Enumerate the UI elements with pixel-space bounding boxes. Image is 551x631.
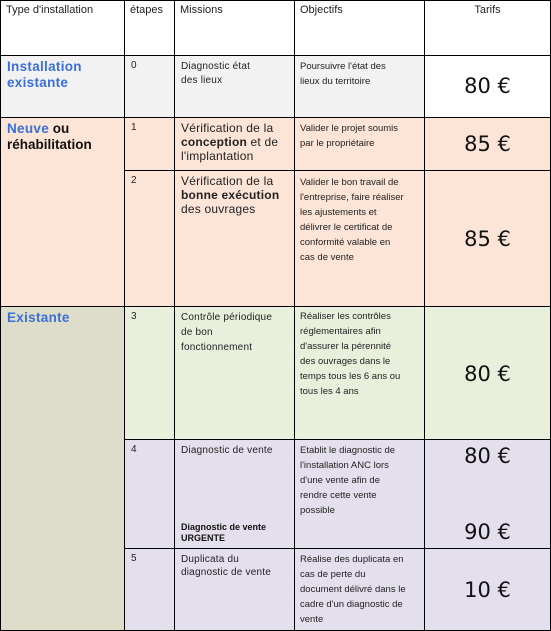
header-steps-label: étapes [130, 4, 164, 16]
objective-line: les ajustements et [300, 207, 377, 218]
price-cell [424, 55, 551, 118]
price-cell [424, 117, 551, 171]
mission-line: des lieux [181, 75, 223, 86]
mission-line: Vérification de la [181, 121, 274, 135]
objective-line: Réalise des duplicata en [300, 554, 404, 565]
step-number: 4 [131, 444, 137, 455]
header-missions-label: Missions [180, 4, 223, 16]
price-value: 80 € [464, 362, 511, 386]
objective-line: des ouvrages dans le [300, 356, 391, 367]
mission-cell [174, 55, 295, 118]
mission-cell [174, 548, 295, 631]
objective-line: d'une vente afin de [300, 475, 380, 486]
step-number: 0 [131, 60, 137, 71]
objective-line: lieux du territoire [300, 76, 371, 87]
objective-cell [294, 55, 425, 118]
urgent-mission-line: Diagnostic de vente [181, 522, 267, 532]
price-cell [424, 439, 551, 549]
type-new-word1: Neuve [7, 121, 50, 136]
objective-line: par le propriétaire [300, 138, 375, 149]
objective-line: possible [300, 505, 335, 516]
type-new [0, 117, 125, 307]
objective-line: rendre cette vente [300, 490, 377, 501]
step-number: 1 [131, 122, 137, 133]
objective-line: cadre d'un diagnostic de [300, 599, 403, 610]
header-objectives-label: Objectifs [300, 4, 343, 16]
objective-line: Poursuivre l'état des [300, 61, 386, 72]
type-existing-label: Existante [7, 310, 70, 325]
price-value: 85 € [464, 227, 511, 251]
step-cell [124, 439, 175, 549]
step-cell [124, 55, 175, 118]
price-cell [424, 170, 551, 307]
mission-line: diagnostic de vente [181, 567, 271, 578]
step-cell [124, 306, 175, 440]
objective-line: d'assurer la pérennité [300, 341, 392, 352]
objective-line: Réaliser les contrôles [300, 311, 391, 322]
header-type [0, 0, 125, 56]
type-existing [0, 306, 125, 631]
step-cell [124, 548, 175, 631]
mission-line: Duplicata du [181, 554, 239, 565]
objective-line: cas de perte du [300, 569, 366, 580]
header-type-label: Type d'installation [6, 4, 94, 16]
price-cell [424, 306, 551, 440]
objective-cell [294, 306, 425, 440]
mission-line: Vérification de la [181, 174, 274, 188]
objective-line: l'installation ANC lors [300, 460, 389, 471]
objective-line: réglementaires afin [300, 326, 381, 337]
step-cell [124, 117, 175, 171]
price-value: 10 € [464, 578, 511, 602]
mission-cell [174, 117, 295, 171]
objective-line: tous les 4 ans [300, 386, 359, 397]
type-new-word2: ou [52, 121, 70, 136]
step-cell [124, 170, 175, 307]
mission-cell [174, 439, 295, 549]
mission-line-rest: et de [247, 135, 279, 149]
type-existing-install-line2: existante [7, 75, 69, 90]
type-existing-install-line1: Installation [7, 59, 82, 74]
header-missions [174, 0, 295, 56]
mission-bold-word: bonne exécution [181, 188, 280, 202]
mission-line: fonctionnement [181, 342, 253, 353]
objective-line: Valider le bon travail de [300, 177, 399, 188]
objective-cell [294, 170, 425, 307]
price-urgent-value: 90 € [464, 520, 511, 544]
objective-line: vente [300, 614, 324, 625]
header-steps [124, 0, 175, 56]
type-existing-install [0, 55, 125, 118]
objective-cell [294, 117, 425, 171]
step-number: 5 [131, 553, 137, 564]
urgent-mission-flag: URGENTE [181, 533, 226, 543]
objective-cell [294, 439, 425, 549]
step-number: 3 [131, 311, 137, 322]
step-number: 2 [131, 175, 137, 186]
mission-line: Diagnostic état [181, 61, 251, 72]
objective-line: Etablit le diagnostic de [300, 445, 396, 456]
mission-cell [174, 170, 295, 307]
mission-line: Diagnostic de vente [181, 445, 273, 456]
price-value: 85 € [464, 132, 511, 156]
objective-line: conformité valable en [300, 237, 391, 248]
objective-line: délivrer le certificat de [300, 222, 393, 233]
header-objectives [294, 0, 425, 56]
mission-line: Contrôle périodique [181, 312, 273, 323]
objective-line: l'entreprise, faire réaliser [300, 192, 404, 203]
mission-line: de bon [181, 327, 213, 338]
mission-bold-word: conception [181, 135, 248, 149]
objective-line: temps tous les 6 ans ou [300, 371, 401, 382]
price-cell [424, 548, 551, 631]
price-value: 80 € [464, 74, 511, 98]
type-new-line2: réhabilitation [7, 137, 92, 152]
objective-line: document délivré dans le [300, 584, 406, 595]
price-value: 80 € [464, 444, 511, 468]
mission-line: des ouvrages [181, 202, 256, 216]
objective-line: Valider le projet soumis [300, 123, 399, 134]
objective-line: cas de vente [300, 252, 354, 263]
objective-cell [294, 548, 425, 631]
urgent-mission [181, 522, 266, 544]
mission-cell [174, 306, 295, 440]
header-prices [424, 0, 551, 56]
mission-line: l'implantation [181, 149, 254, 163]
header-prices-label: Tarifs [474, 4, 501, 16]
